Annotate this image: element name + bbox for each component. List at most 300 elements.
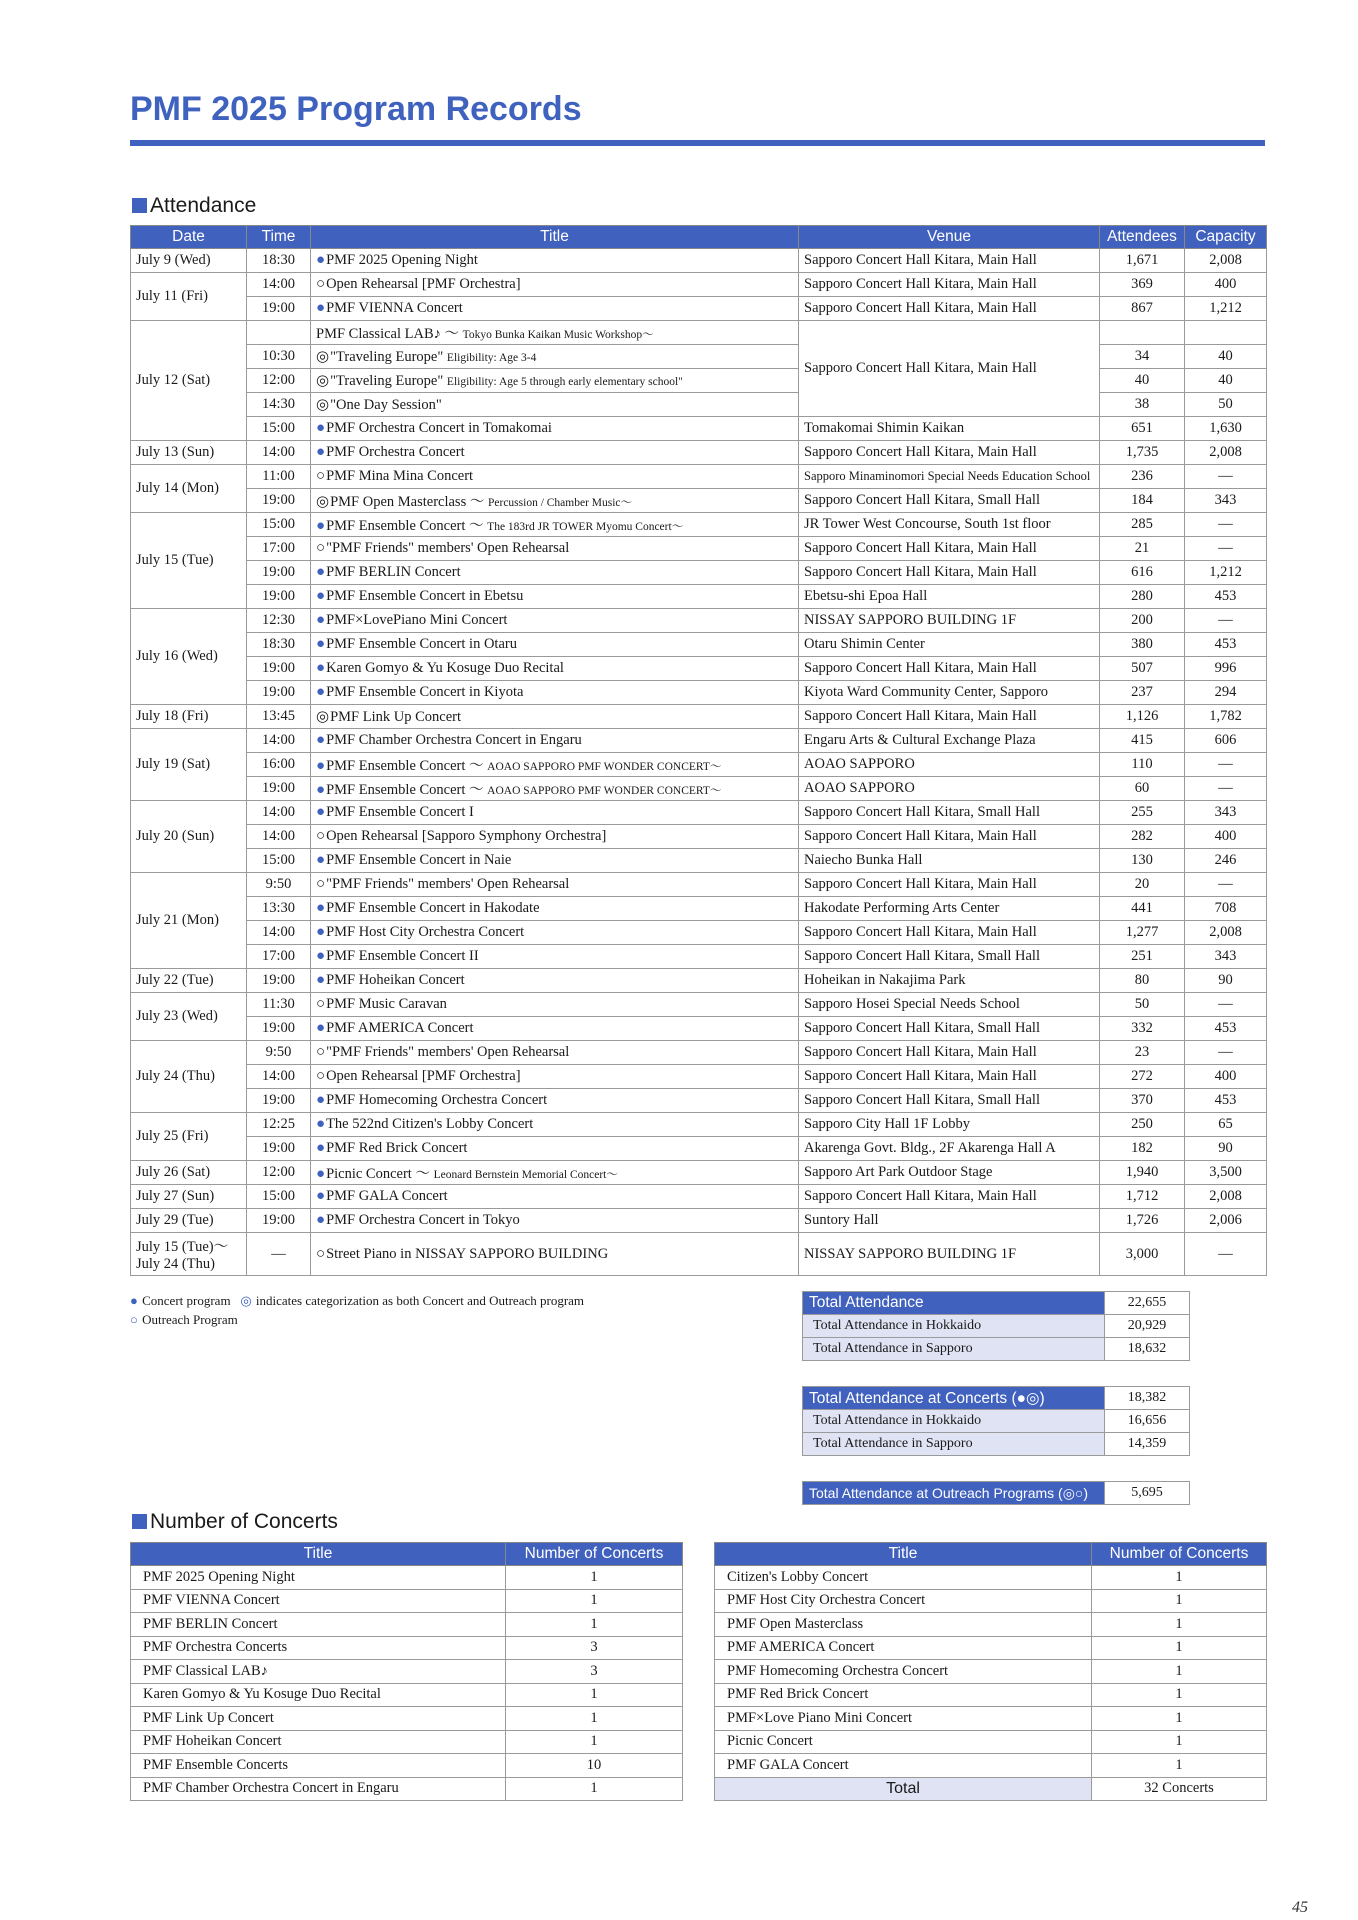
filled-circle-icon: ●	[316, 782, 326, 798]
capacity-cell: 90	[1185, 1137, 1267, 1161]
concert-count-cell: 1	[1092, 1730, 1267, 1754]
time-cell: 19:00	[247, 585, 311, 609]
attendees-cell: 332	[1100, 1017, 1185, 1041]
filled-circle-icon: ●	[316, 1212, 326, 1228]
attendees-cell: 616	[1100, 561, 1185, 585]
title-cell	[311, 657, 799, 681]
venue-cell: Tomakomai Shimin Kaikan	[799, 417, 1100, 441]
concert-title-cell: PMF Ensemble Concerts	[131, 1754, 506, 1778]
open-circle-icon: ○	[130, 1312, 138, 1327]
title-cell	[311, 561, 799, 585]
table-row	[131, 1589, 683, 1613]
legend-both: indicates categorization as both Concert and Outreach program	[255, 1293, 585, 1308]
venue-cell: Sapporo Concert Hall Kitara, Small Hall	[799, 1089, 1100, 1113]
concert-title-cell: PMF Link Up Concert	[131, 1707, 506, 1731]
venue-cell: AOAO SAPPORO	[799, 777, 1100, 801]
sapporo-label: Total Attendance in Sapporo	[803, 1338, 1105, 1361]
header-time: Time	[247, 226, 311, 249]
attendees-cell: 184	[1100, 489, 1185, 513]
time-cell: 14:00	[247, 273, 311, 297]
total-attendance-label: Total Attendance	[803, 1292, 1105, 1315]
filled-circle-icon: ●	[316, 636, 326, 652]
venue-cell: Sapporo Art Park Outdoor Stage	[799, 1161, 1100, 1185]
date-cell: July 9 (Wed)	[131, 249, 247, 273]
header-date: Date	[131, 226, 247, 249]
table-row	[131, 609, 1267, 633]
attendees-cell: 200	[1100, 609, 1185, 633]
concert-count-cell: 1	[506, 1589, 683, 1613]
title-cell	[311, 1089, 799, 1113]
legend-outreach: Outreach Program	[142, 1312, 238, 1327]
program-title: "Traveling Europe"	[330, 373, 444, 389]
filled-circle-icon: ●	[316, 900, 326, 916]
concert-count-cell: 1	[506, 1683, 683, 1707]
venue-cell: Sapporo Concert Hall Kitara, Main Hall	[799, 1041, 1100, 1065]
concert-title-cell: Citizen's Lobby Concert	[715, 1566, 1092, 1590]
attendance-heading: Attendance	[132, 194, 256, 218]
header-title: Title	[715, 1543, 1092, 1566]
legend	[130, 1291, 584, 1329]
program-title: PMF Ensemble Concert in Naie	[326, 852, 512, 868]
concert-count-cell: 1	[1092, 1660, 1267, 1684]
capacity-cell: —	[1185, 873, 1267, 897]
date-cell: July 16 (Wed)	[131, 609, 247, 705]
attendees-cell	[1100, 321, 1185, 345]
table-row	[131, 897, 1267, 921]
date-cell: July 14 (Mon)	[131, 465, 247, 513]
venue-cell: Sapporo Concert Hall Kitara, Main Hall	[799, 825, 1100, 849]
venue-cell: Sapporo Concert Hall Kitara, Small Hall	[799, 489, 1100, 513]
table-row	[131, 465, 1267, 489]
attendees-cell: 441	[1100, 897, 1185, 921]
time-cell: 12:00	[247, 1161, 311, 1185]
attendees-cell: 34	[1100, 345, 1185, 369]
legend-row	[130, 1310, 584, 1329]
concert-count-cell: 1	[1092, 1566, 1267, 1590]
title-cell	[311, 1185, 799, 1209]
table-row	[131, 537, 1267, 561]
attendees-cell: 110	[1100, 753, 1185, 777]
title-cell	[311, 537, 799, 561]
filled-circle-icon: ●	[316, 1166, 326, 1182]
open-circle-icon: ○	[316, 828, 326, 844]
time-cell: 11:30	[247, 993, 311, 1017]
table-row	[131, 1660, 683, 1684]
program-title: PMF Orchestra Concert in Tomakomai	[326, 420, 552, 436]
concert-count-cell: 1	[1092, 1589, 1267, 1613]
date-cell: July 24 (Thu)	[131, 1041, 247, 1113]
venue-cell: Sapporo Minaminomori Special Needs Education School	[799, 465, 1100, 489]
table-row	[131, 441, 1267, 465]
title-cell	[311, 753, 799, 777]
table-header-row	[131, 226, 1267, 249]
venue-cell: Suntory Hall	[799, 1209, 1100, 1233]
capacity-cell: 294	[1185, 681, 1267, 705]
attendees-cell: 507	[1100, 657, 1185, 681]
concert-count-cell: 1	[506, 1566, 683, 1590]
legend-concert: Concert program	[142, 1293, 231, 1308]
open-circle-icon: ○	[316, 1245, 326, 1262]
title-cell	[311, 945, 799, 969]
venue-cell: JR Tower West Concourse, South 1st floor	[799, 513, 1100, 537]
table-row	[715, 1683, 1267, 1707]
title-cell	[311, 585, 799, 609]
time-cell: 13:30	[247, 897, 311, 921]
date-cell: July 11 (Fri)	[131, 273, 247, 321]
table-row	[715, 1566, 1267, 1590]
time-cell: 9:50	[247, 873, 311, 897]
program-subtitle: Leonard Bernstein Memorial Concert～	[433, 1169, 618, 1181]
table-row	[131, 1137, 1267, 1161]
venue-cell: Sapporo Concert Hall Kitara, Main Hall	[799, 657, 1100, 681]
title-cell	[311, 1065, 799, 1089]
time-cell: 15:00	[247, 513, 311, 537]
table-row	[131, 801, 1267, 825]
header-attendees: Attendees	[1100, 226, 1185, 249]
concert-title-cell: PMF 2025 Opening Night	[131, 1566, 506, 1590]
capacity-cell: 453	[1185, 633, 1267, 657]
capacity-cell: 1,212	[1185, 297, 1267, 321]
table-row	[131, 1161, 1267, 1185]
table-row	[131, 417, 1267, 441]
filled-circle-icon: ●	[316, 660, 326, 676]
capacity-cell: 2,008	[1185, 1185, 1267, 1209]
venue-cell: Hakodate Performing Arts Center	[799, 897, 1100, 921]
venue-cell: Sapporo Concert Hall Kitara, Main Hall	[799, 705, 1100, 729]
time-cell: 19:00	[247, 777, 311, 801]
table-row	[715, 1589, 1267, 1613]
capacity-cell: 996	[1185, 657, 1267, 681]
time-cell: 15:00	[247, 1185, 311, 1209]
venue-cell: Sapporo Concert Hall Kitara, Main Hall	[799, 873, 1100, 897]
venue-cell: Sapporo Concert Hall Kitara, Main Hall	[799, 273, 1100, 297]
table-row	[131, 1613, 683, 1637]
table-row	[131, 1707, 683, 1731]
concert-count-cell: 1	[1092, 1636, 1267, 1660]
program-title: PMF Ensemble Concert II	[326, 948, 479, 964]
capacity-cell: —	[1185, 537, 1267, 561]
square-bullet-icon	[132, 1514, 147, 1529]
title-cell	[311, 705, 799, 729]
program-title: PMF Ensemble Concert in Otaru	[326, 636, 517, 652]
time-cell: 14:00	[247, 729, 311, 753]
program-subtitle: Eligibility: Age 3-4	[446, 352, 537, 364]
concert-title-cell: PMF×Love Piano Mini Concert	[715, 1707, 1092, 1731]
table-row	[131, 705, 1267, 729]
attendees-cell: 251	[1100, 945, 1185, 969]
date-cell: July 13 (Sun)	[131, 441, 247, 465]
outreach-attendance-value: 5,695	[1105, 1482, 1190, 1505]
program-title: PMF AMERICA Concert	[326, 1020, 474, 1036]
title-cell	[311, 729, 799, 753]
capacity-cell: —	[1185, 1041, 1267, 1065]
filled-circle-icon: ●	[316, 852, 326, 868]
table-row	[131, 1683, 683, 1707]
program-subtitle: Percussion / Chamber Music～	[487, 497, 633, 509]
program-title: PMF Ensemble Concert in Kiyota	[326, 684, 524, 700]
page-title: PMF 2025 Program Records	[130, 90, 582, 128]
title-cell	[311, 417, 799, 441]
date-cell: July 29 (Tue)	[131, 1209, 247, 1233]
concert-count-cell: 1	[1092, 1613, 1267, 1637]
concert-title-cell: PMF GALA Concert	[715, 1754, 1092, 1778]
concert-title-cell: PMF Classical LAB♪	[131, 1660, 506, 1684]
program-title: PMF Ensemble Concert ～	[326, 782, 484, 798]
capacity-cell: —	[1185, 777, 1267, 801]
time-cell: 19:00	[247, 1089, 311, 1113]
title-cell	[311, 1161, 799, 1185]
attendees-cell: 3,000	[1100, 1233, 1185, 1276]
title-cell	[311, 369, 799, 393]
total-value: 32 Concerts	[1092, 1777, 1267, 1801]
title-cell	[311, 1041, 799, 1065]
header-title: Title	[131, 1543, 506, 1566]
title-cell	[311, 969, 799, 993]
capacity-cell: 453	[1185, 1089, 1267, 1113]
filled-circle-icon: ●	[316, 564, 326, 580]
time-cell: 17:00	[247, 537, 311, 561]
venue-cell: NISSAY SAPPORO BUILDING 1F	[799, 1233, 1100, 1276]
venue-cell: Engaru Arts & Cultural Exchange Plaza	[799, 729, 1100, 753]
title-cell	[311, 609, 799, 633]
capacity-cell: 343	[1185, 801, 1267, 825]
time-cell: 19:00	[247, 657, 311, 681]
program-title: "PMF Friends" members' Open Rehearsal	[326, 876, 570, 892]
program-title: PMF Orchestra Concert	[326, 444, 465, 460]
filled-circle-icon: ●	[316, 948, 326, 964]
time-cell: 19:00	[247, 1137, 311, 1161]
concert-title-cell: PMF Red Brick Concert	[715, 1683, 1092, 1707]
filled-circle-icon: ●	[316, 758, 326, 774]
concert-title-cell: Karen Gomyo & Yu Kosuge Duo Recital	[131, 1683, 506, 1707]
double-circle-icon: ◎	[316, 373, 330, 389]
capacity-cell: 50	[1185, 393, 1267, 417]
program-title: PMF Hoheikan Concert	[326, 972, 465, 988]
capacity-cell: 2,008	[1185, 249, 1267, 273]
attendees-cell: 236	[1100, 465, 1185, 489]
title-cell	[311, 825, 799, 849]
program-title: PMF Ensemble Concert in Hakodate	[326, 900, 540, 916]
table-row	[131, 681, 1267, 705]
title-cell	[311, 465, 799, 489]
venue-cell: Sapporo Concert Hall Kitara, Main Hall	[799, 297, 1100, 321]
capacity-cell: —	[1185, 753, 1267, 777]
capacity-cell: 2,006	[1185, 1209, 1267, 1233]
time-cell: 9:50	[247, 1041, 311, 1065]
outreach-attendance-label: Total Attendance at Outreach Programs (◎○)	[803, 1482, 1105, 1505]
open-circle-icon: ○	[316, 276, 326, 292]
program-title: "PMF Friends" members' Open Rehearsal	[326, 1044, 570, 1060]
attendees-cell: 250	[1100, 1113, 1185, 1137]
program-title: PMF Orchestra Concert in Tokyo	[326, 1212, 520, 1228]
attendees-cell: 651	[1100, 417, 1185, 441]
concert-title-cell: PMF Homecoming Orchestra Concert	[715, 1660, 1092, 1684]
capacity-cell: 1,782	[1185, 705, 1267, 729]
program-title: PMF Classical LAB♪ ～	[316, 326, 459, 342]
double-circle-icon: ◎	[316, 494, 330, 510]
time-cell: 10:30	[247, 345, 311, 369]
program-title: Street Piano in NISSAY SAPPORO BUILDING	[326, 1245, 609, 1262]
attendance-table	[130, 225, 1267, 1276]
program-title: PMF GALA Concert	[326, 1188, 448, 1204]
title-cell	[311, 1137, 799, 1161]
title-cell	[311, 873, 799, 897]
double-circle-icon: ◎	[240, 1293, 252, 1308]
table-row	[715, 1754, 1267, 1778]
total-attendance-table	[802, 1291, 1190, 1361]
time-cell: 19:00	[247, 1017, 311, 1041]
capacity-cell: 246	[1185, 849, 1267, 873]
attendees-cell: 282	[1100, 825, 1185, 849]
venue-cell: NISSAY SAPPORO BUILDING 1F	[799, 609, 1100, 633]
capacity-cell: 1,212	[1185, 561, 1267, 585]
filled-circle-icon: ●	[316, 804, 326, 820]
time-cell: 11:00	[247, 465, 311, 489]
date-cell: July 20 (Sun)	[131, 801, 247, 873]
venue-cell: Sapporo Concert Hall Kitara, Main Hall	[799, 321, 1100, 417]
attendees-cell: 50	[1100, 993, 1185, 1017]
venue-cell: Ebetsu-shi Epoa Hall	[799, 585, 1100, 609]
attendees-cell: 255	[1100, 801, 1185, 825]
date-cell: July 15 (Tue)～ July 24 (Thu)	[131, 1233, 247, 1276]
capacity-cell: 65	[1185, 1113, 1267, 1137]
table-row	[131, 1777, 683, 1801]
time-cell: 14:00	[247, 825, 311, 849]
concert-count-cell: 1	[506, 1613, 683, 1637]
title-cell	[311, 441, 799, 465]
header-venue: Venue	[799, 226, 1100, 249]
program-title: PMF 2025 Opening Night	[326, 252, 478, 268]
time-cell: 19:00	[247, 489, 311, 513]
venue-cell: Akarenga Govt. Bldg., 2F Akarenga Hall A	[799, 1137, 1100, 1161]
filled-circle-icon: ●	[316, 252, 326, 268]
table-row	[131, 945, 1267, 969]
square-bullet-icon	[132, 198, 147, 213]
attendees-cell: 280	[1100, 585, 1185, 609]
table-row	[715, 1613, 1267, 1637]
venue-cell: Sapporo Concert Hall Kitara, Small Hall	[799, 801, 1100, 825]
table-row	[131, 1185, 1267, 1209]
concert-title-cell: PMF VIENNA Concert	[131, 1589, 506, 1613]
concert-title-cell: Picnic Concert	[715, 1730, 1092, 1754]
table-row	[131, 489, 1267, 513]
total-attendance-value: 22,655	[1105, 1292, 1190, 1315]
program-title: PMF Chamber Orchestra Concert in Engaru	[326, 732, 582, 748]
program-title: "Traveling Europe"	[330, 349, 444, 365]
concerts-table-left	[130, 1542, 683, 1801]
title-cell	[311, 897, 799, 921]
concerts-table-right	[714, 1542, 1267, 1801]
capacity-cell: 2,008	[1185, 921, 1267, 945]
table-row	[131, 873, 1267, 897]
concert-count-cell: 1	[1092, 1754, 1267, 1778]
table-row	[131, 1209, 1267, 1233]
attendees-cell: 23	[1100, 1041, 1185, 1065]
table-row	[131, 1233, 1267, 1276]
table-row	[131, 1089, 1267, 1113]
capacity-cell: 606	[1185, 729, 1267, 753]
program-title: PMF Mina Mina Concert	[326, 468, 474, 484]
program-subtitle: Tokyo Bunka Kaikan Music Workshop～	[462, 329, 654, 341]
program-subtitle: Eligibility: Age 5 through early elementary school"	[446, 376, 683, 388]
attendees-cell: 40	[1100, 369, 1185, 393]
title-cell	[311, 801, 799, 825]
filled-circle-icon: ●	[316, 1188, 326, 1204]
capacity-cell: 343	[1185, 489, 1267, 513]
time-cell: 14:00	[247, 441, 311, 465]
title-cell	[311, 993, 799, 1017]
table-row	[131, 1566, 683, 1590]
concert-count-cell: 1	[506, 1730, 683, 1754]
title-cell	[311, 633, 799, 657]
time-cell: 18:30	[247, 633, 311, 657]
table-row	[131, 729, 1267, 753]
date-cell: July 12 (Sat)	[131, 321, 247, 441]
hokkaido-label: Total Attendance in Hokkaido	[803, 1410, 1105, 1433]
header-title: Title	[311, 226, 799, 249]
open-circle-icon: ○	[316, 876, 326, 892]
title-cell	[311, 489, 799, 513]
attendees-cell: 380	[1100, 633, 1185, 657]
time-cell: 19:00	[247, 969, 311, 993]
title-cell	[311, 297, 799, 321]
attendees-cell: 1,277	[1100, 921, 1185, 945]
table-row	[131, 849, 1267, 873]
filled-circle-icon: ●	[316, 1140, 326, 1156]
venue-cell: Sapporo Concert Hall Kitara, Main Hall	[799, 537, 1100, 561]
filled-circle-icon: ●	[316, 972, 326, 988]
filled-circle-icon: ●	[316, 588, 326, 604]
capacity-cell: 90	[1185, 969, 1267, 993]
program-title: PMF Host City Orchestra Concert	[326, 924, 525, 940]
program-title: "PMF Friends" members' Open Rehearsal	[326, 540, 570, 556]
capacity-cell: 453	[1185, 585, 1267, 609]
program-title: PMF Link Up Concert	[330, 709, 461, 725]
attendees-cell: 1,735	[1100, 441, 1185, 465]
sapporo-value: 14,359	[1105, 1433, 1190, 1456]
attendees-cell: 285	[1100, 513, 1185, 537]
hokkaido-value: 20,929	[1105, 1315, 1190, 1338]
time-cell: 18:30	[247, 249, 311, 273]
capacity-cell: 400	[1185, 825, 1267, 849]
time-cell: 14:00	[247, 921, 311, 945]
sapporo-value: 18,632	[1105, 1338, 1190, 1361]
time-cell: 19:00	[247, 297, 311, 321]
time-cell: 14:00	[247, 801, 311, 825]
program-title: PMF Red Brick Concert	[326, 1140, 468, 1156]
attendees-cell: 1,712	[1100, 1185, 1185, 1209]
attendees-cell: 370	[1100, 1089, 1185, 1113]
table-row	[715, 1636, 1267, 1660]
venue-cell: Otaru Shimin Center	[799, 633, 1100, 657]
program-subtitle: AOAO SAPPORO PMF WONDER CONCERT～	[487, 761, 722, 773]
time-cell: 12:00	[247, 369, 311, 393]
concert-count-cell: 1	[506, 1777, 683, 1801]
total-row	[715, 1777, 1267, 1801]
program-subtitle: AOAO SAPPORO PMF WONDER CONCERT～	[487, 785, 722, 797]
time-cell: 15:00	[247, 417, 311, 441]
capacity-cell: 3,500	[1185, 1161, 1267, 1185]
table-row	[131, 1754, 683, 1778]
concerts-heading: Number of Concerts	[132, 1510, 338, 1534]
attendees-cell: 369	[1100, 273, 1185, 297]
title-cell	[311, 513, 799, 537]
capacity-cell: 1,630	[1185, 417, 1267, 441]
attendees-cell: 130	[1100, 849, 1185, 873]
attendees-cell: 182	[1100, 1137, 1185, 1161]
capacity-cell: 400	[1185, 1065, 1267, 1089]
header-capacity: Capacity	[1185, 226, 1267, 249]
